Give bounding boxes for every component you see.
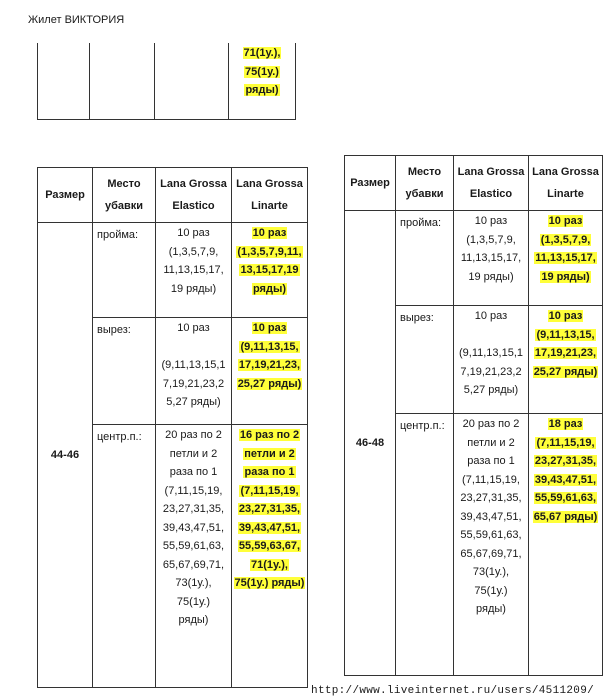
- place-cell: вырез:: [396, 306, 454, 414]
- document-title: Жилет ВИКТОРИЯ: [28, 14, 125, 26]
- cell-line: 23,27,31,35,: [534, 455, 597, 467]
- cell-line: (7,11,15,19,: [164, 484, 223, 497]
- cell-line: 10 раз: [474, 215, 508, 227]
- cell-line: 17,19,21,23,: [238, 359, 301, 371]
- cell-line: 16 раз по 2: [239, 429, 300, 441]
- cell-line: (1,3,5,7,9,11,: [237, 245, 302, 258]
- cell-line: Lana Grossa: [160, 178, 227, 190]
- elastic-cell: [156, 223, 232, 318]
- cell-line: 71(1у.),: [243, 47, 281, 59]
- cell-line: 65,67,69,71,: [162, 558, 225, 571]
- header-place: [396, 156, 454, 211]
- cell-line: 73(1у.),: [175, 577, 212, 589]
- cell-line: 25,27 ряды): [533, 365, 598, 378]
- cell-line: раза по 1: [244, 466, 295, 478]
- cell-line: 10 раз: [177, 322, 210, 334]
- cell-line: 10 раз: [252, 227, 287, 239]
- table-size-46-48: [344, 155, 603, 676]
- cell-line: Elastico: [172, 200, 215, 212]
- cell-line: (1,3,5,7,9,: [540, 233, 591, 246]
- table-row: [345, 211, 603, 306]
- header-elastic: [454, 156, 529, 211]
- header-linarte: [529, 156, 603, 211]
- linarte-cell: [232, 223, 308, 318]
- cell-line: 10 раз: [474, 310, 508, 322]
- header-elastic: [156, 168, 232, 223]
- elastic-cell: [156, 425, 232, 688]
- cell-line: 39,43,47,51,: [460, 510, 522, 523]
- cell-line: 39,43,47,51,: [238, 521, 301, 534]
- table-header-row: [345, 156, 603, 211]
- cell-line: 75(1у.): [245, 65, 279, 78]
- cell-line: Lana Grossa: [457, 166, 525, 178]
- header-size: Размер: [345, 156, 396, 211]
- cell-line: 73(1у.),: [472, 566, 510, 578]
- cell-line: [156, 338, 231, 357]
- cell-line: 11,13,15,17,: [535, 252, 596, 264]
- elastic-cell: [454, 306, 529, 414]
- table-header-row: [38, 168, 308, 223]
- cell-line: ряды): [245, 84, 279, 96]
- cell-line: Место: [107, 178, 141, 190]
- fragment-elastic-cell: [155, 43, 229, 119]
- elastic-cell: [454, 414, 529, 676]
- linarte-cell: [232, 318, 308, 425]
- size-cell: 44-46: [38, 223, 93, 688]
- cell-line: 10 раз: [548, 215, 583, 227]
- cell-line: раза по 1: [169, 466, 218, 478]
- fragment-linarte-cell: [229, 43, 296, 119]
- header-place: [93, 168, 156, 223]
- cell-line: Linarte: [547, 188, 584, 200]
- cell-line: петли и 2: [169, 447, 218, 460]
- cell-line: убавки: [405, 188, 444, 200]
- cell-line: 10 раз: [252, 322, 287, 334]
- cell-line: ряды): [178, 614, 209, 626]
- place-cell: пройма:: [396, 211, 454, 306]
- cell-line: 13,15,17,19: [240, 264, 299, 276]
- cell-line: 5,27 ряды): [463, 384, 519, 396]
- linarte-cell: [529, 306, 603, 414]
- elastic-cell: [454, 211, 529, 306]
- cell-line: 65,67 ряды): [533, 510, 598, 523]
- cell-line: 7,19,21,23,2: [162, 377, 225, 390]
- cell-line: Lana Grossa: [236, 178, 303, 190]
- cell-line: 55,59,61,63,: [534, 492, 597, 504]
- fragment-place-cell: [90, 43, 155, 119]
- cell-line: 75(1у.): [474, 584, 508, 597]
- cell-line: 20 раз по 2: [165, 429, 222, 441]
- linarte-cell: [529, 414, 603, 676]
- cell-line: 10 раз: [548, 310, 583, 322]
- header-size: Размер: [38, 168, 93, 223]
- cell-line: ряды): [476, 603, 506, 615]
- cell-line: 71(1у.),: [251, 558, 288, 571]
- cell-line: 19 ряды): [170, 282, 217, 295]
- cell-line: 55,59,63,67,: [238, 540, 301, 552]
- header-linarte: [232, 168, 308, 223]
- cell-line: 39,43,47,51,: [534, 473, 597, 486]
- cell-line: Linarte: [251, 200, 288, 212]
- cell-line: ряды): [252, 282, 287, 295]
- table-size-44-46: [37, 167, 308, 688]
- place-cell: центр.п.:: [93, 425, 156, 688]
- cell-line: Место: [407, 166, 442, 178]
- cell-line: (7,11,15,19,: [240, 484, 299, 497]
- cell-line: 65,67,69,71,: [460, 547, 522, 560]
- cell-line: 10 раз: [177, 227, 210, 239]
- cell-line: (1,3,5,7,9,: [466, 233, 516, 246]
- cell-line: 18 раз: [548, 418, 583, 430]
- cell-line: 25,27 ряды): [237, 377, 302, 390]
- cell-line: (9,11,13,15,: [240, 340, 299, 353]
- cell-line: (7,11,15,19,: [536, 436, 595, 449]
- cell-line: петли и 2: [467, 436, 515, 449]
- size-cell: 46-48: [345, 211, 396, 676]
- linarte-cell: [529, 211, 603, 306]
- linarte-cell: [232, 425, 308, 688]
- cell-line: раза по 1: [467, 455, 515, 467]
- cell-line: [454, 326, 528, 345]
- cell-line: 19 ряды): [468, 270, 514, 283]
- fragment-linarte-lines: [229, 44, 295, 100]
- cell-line: 55,59,61,63,: [460, 529, 522, 541]
- top-fragment-table: [37, 43, 296, 120]
- cell-line: 23,27,31,35,: [238, 503, 301, 515]
- cell-line: петли и 2: [244, 447, 295, 460]
- cell-line: убавки: [104, 200, 144, 212]
- place-cell: пройма:: [93, 223, 156, 318]
- cell-line: 7,19,21,23,2: [460, 365, 522, 378]
- cell-line: (9,11,13,15,1: [458, 347, 523, 359]
- cell-line: 19 ряды): [541, 270, 590, 283]
- cell-line: 17,19,21,23,: [534, 347, 597, 359]
- source-url: http://www.liveinternet.ru/users/4511209/: [311, 685, 594, 697]
- cell-line: 11,13,15,17,: [460, 252, 522, 264]
- cell-line: 23,27,31,35,: [162, 503, 225, 515]
- place-cell: вырез:: [93, 318, 156, 425]
- cell-line: Lana Grossa: [532, 166, 599, 178]
- cell-line: (9,11,13,15,: [536, 328, 595, 341]
- fragment-size-cell: [38, 43, 90, 119]
- cell-line: 75(1у.): [176, 595, 211, 608]
- elastic-cell: [156, 318, 232, 425]
- cell-line: 5,27 ряды): [166, 396, 221, 408]
- cell-line: 23,27,31,35,: [460, 492, 522, 504]
- cell-line: Elastico: [469, 188, 513, 200]
- cell-line: 75(1у.) ряды): [234, 577, 305, 589]
- place-cell: центр.п.:: [396, 414, 454, 676]
- table-row: [38, 223, 308, 318]
- cell-line: 11,13,15,17,: [163, 264, 224, 276]
- cell-line: 20 раз по 2: [462, 418, 520, 430]
- cell-line: 39,43,47,51,: [162, 521, 225, 534]
- cell-line: (9,11,13,15,1: [161, 359, 226, 371]
- cell-line: (1,3,5,7,9,: [168, 245, 219, 258]
- cell-line: (7,11,15,19,: [462, 473, 520, 486]
- cell-line: 55,59,61,63,: [162, 540, 225, 552]
